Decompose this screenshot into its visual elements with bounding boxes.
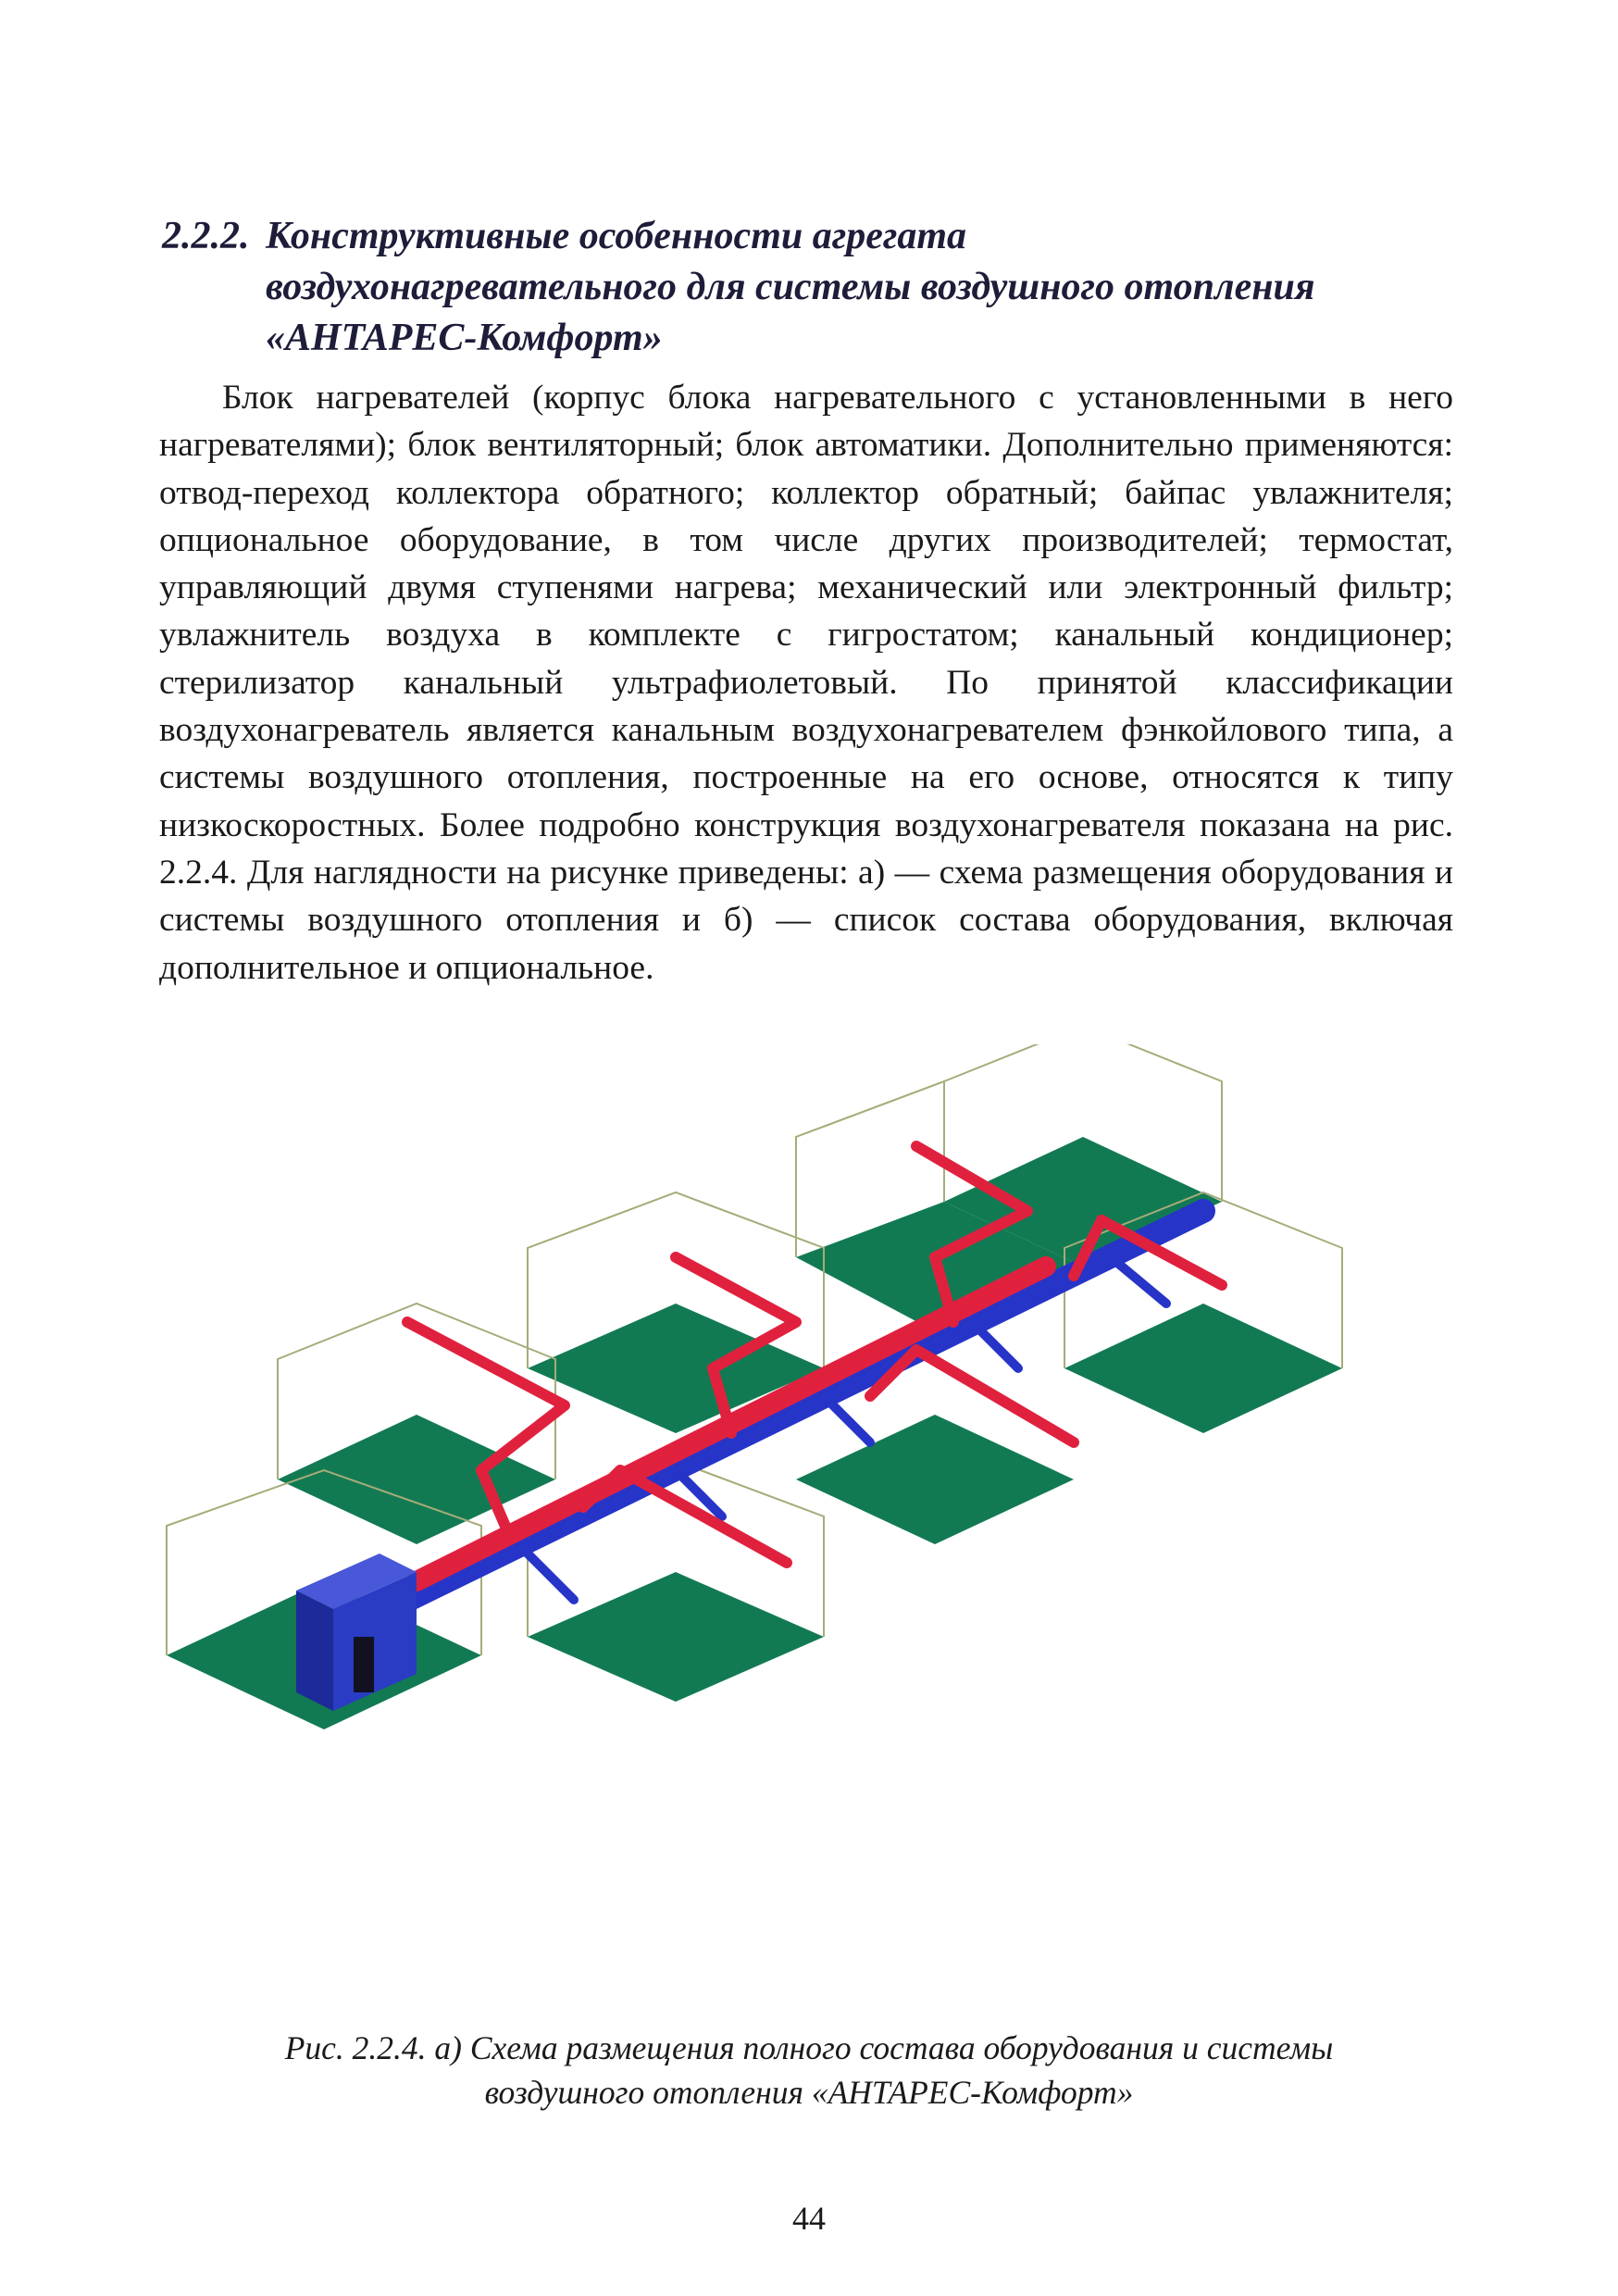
return-branch-5 [1111, 1257, 1166, 1304]
unit-automation-panel [354, 1637, 374, 1692]
section-heading-line-1 [162, 211, 1476, 262]
return-branch-3 [824, 1396, 870, 1442]
section-title-line-2: воздухонагревательного для системы воздушного отопления [266, 266, 1315, 308]
figure-caption [162, 2026, 1456, 2115]
section-number: 2.2.2. [162, 215, 250, 257]
figure-caption-line-1: Рис. 2.2.4. а) Схема размещения полного состава оборудования и системы [284, 2029, 1334, 2066]
floor-center-right [796, 1415, 1074, 1544]
return-branch-4 [972, 1322, 1018, 1368]
supply-branch-low-right [870, 1350, 1074, 1442]
floor-right [1064, 1304, 1342, 1433]
body-paragraph: Блок нагревателей (корпус блока нагревательного с установленными в него нагревателями); блок вентиляторный; блок автоматики. Дополнительно применяются: отвод-переход коллектора обратного; коллектор обратный; байпас увлажнителя; опциональное оборудование, в том числе других производителей; термостат, управляющий двумя ступенями нагрева; механический или электронный фильтр; увлажнитель воздуха в комплекте с гигростатом; канальный кондиционер; стерилизатор канальный ультрафиолетовый. По принятой классификации воздухонагреватель является канальным воздухонагревателем фэнкойлового типа, а системы воздушного отопления, построенные на его основе, относятся к типу низкоскоростных. Более подробно конструкция воздухонагревателя показана на рис. 2.2.4. Для наглядности на рисунке приведены: а) — схема размещения оборудования и системы воздушного отопления и б) — список состава оборудования, включая дополнительное и опциональное. [159, 379, 1453, 987]
heating-system-diagram [157, 1044, 1472, 2007]
section-title-line-3: «АНТАРЕС-Комфорт» [266, 317, 663, 359]
section-heading [162, 211, 1476, 364]
figure-heating-system-layout [157, 1044, 1472, 2007]
unit-front [296, 1591, 333, 1711]
page-number: 44 [792, 2200, 826, 2237]
figure-caption-line-2: воздушного отопления «АНТАРЕС-Комфорт» [484, 2074, 1134, 2111]
section-title-line-1: Конструктивные особенности агрегата [266, 215, 967, 257]
